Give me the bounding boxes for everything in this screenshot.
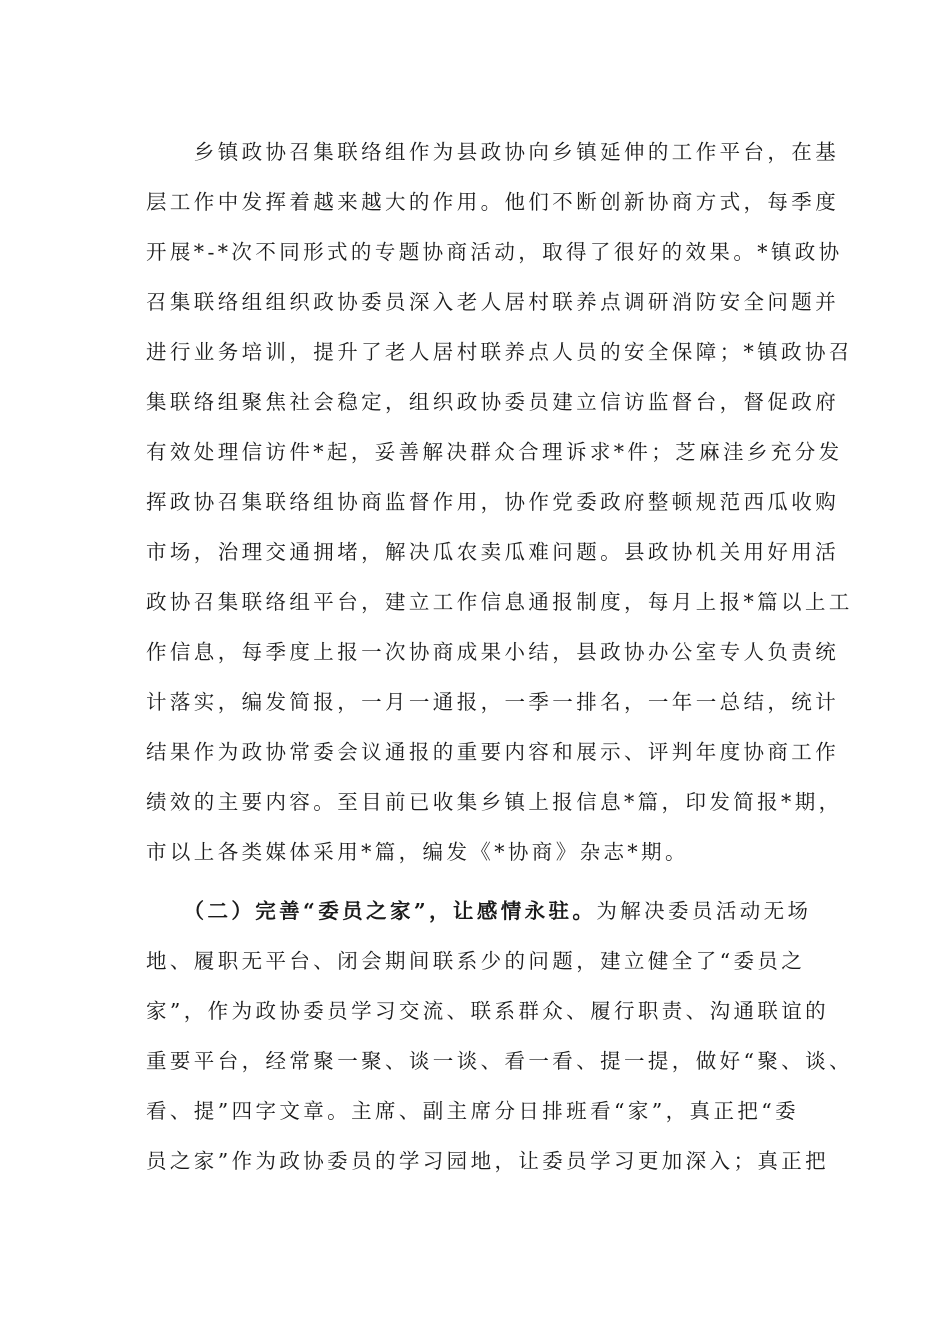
text-line: 有效处理信访件*起，妥善解决群众合理诉求*件；芝麻洼乡充分发	[146, 440, 843, 464]
text-line: 集联络组聚焦社会稳定，组织政协委员建立信访监督台，督促政府	[146, 390, 840, 414]
text-line: 召集联络组组织政协委员深入老人居村联养点调研消防安全问题并	[146, 290, 840, 314]
text-line: 作信息，每季度上报一次协商成果小结，县政协办公室专人负责统	[146, 640, 840, 664]
text-line: 结果作为政协常委会议通报的重要内容和展示、评判年度协商工作	[146, 740, 840, 764]
text-line: 开展*-*次不同形式的专题协商活动，取得了很好的效果。*镇政协	[146, 240, 843, 264]
section-heading-rest: 为解决委员活动无场	[596, 899, 812, 923]
paragraph-township-liaison-groups	[146, 127, 853, 877]
text-line: 挥政协召集联络组协商监督作用，协作党委政府整顿规范西瓜收购	[146, 490, 840, 514]
paragraph-spacer	[146, 877, 826, 886]
paragraph-members-home	[146, 886, 853, 1186]
text-line: 市以上各类媒体采用*篇，编发《*协商》杂志*期。	[146, 840, 689, 864]
text-line: 计落实，编发简报，一月一通报，一季一排名，一年一总结，统计	[146, 690, 840, 714]
section-heading-line	[146, 886, 826, 936]
text-line: 地、履职无平台、闭会期间联系少的问题，建立健全了“委员之	[146, 949, 806, 973]
text-line: 乡镇政协召集联络组作为县政协向乡镇延伸的工作平台，在基	[146, 140, 840, 164]
text-line: 重要平台，经常聚一聚、谈一谈、看一看、提一提，做好“聚、谈、	[146, 1049, 853, 1073]
text-line: 政协召集联络组平台，建立工作信息通报制度，每月上报*篇以上工	[146, 590, 853, 614]
text-line: 层工作中发挥着越来越大的作用。他们不断创新协商方式，每季度	[146, 190, 840, 214]
section-heading: （二）完善“委员之家”，让感情永驻。	[146, 899, 597, 923]
document-body	[146, 127, 853, 1186]
text-line: 市场，治理交通拥堵，解决瓜农卖瓜难问题。县政协机关用好用活	[146, 540, 840, 564]
text-line: 家”，作为政协委员学习交流、联系群众、履行职责、沟通联谊的	[146, 999, 830, 1023]
text-line: 进行业务培训，提升了老人居村联养点人员的安全保障；*镇政协召	[146, 340, 853, 364]
text-line: 绩效的主要内容。至目前已收集乡镇上报信息*篇，印发简报*期，	[146, 790, 843, 814]
text-line: 看、提”四字文章。主席、副主席分日排班看“家”，真正把“委	[146, 1099, 800, 1123]
text-line: 员之家”作为政协委员的学习园地，让委员学习更加深入；真正把	[146, 1149, 830, 1173]
